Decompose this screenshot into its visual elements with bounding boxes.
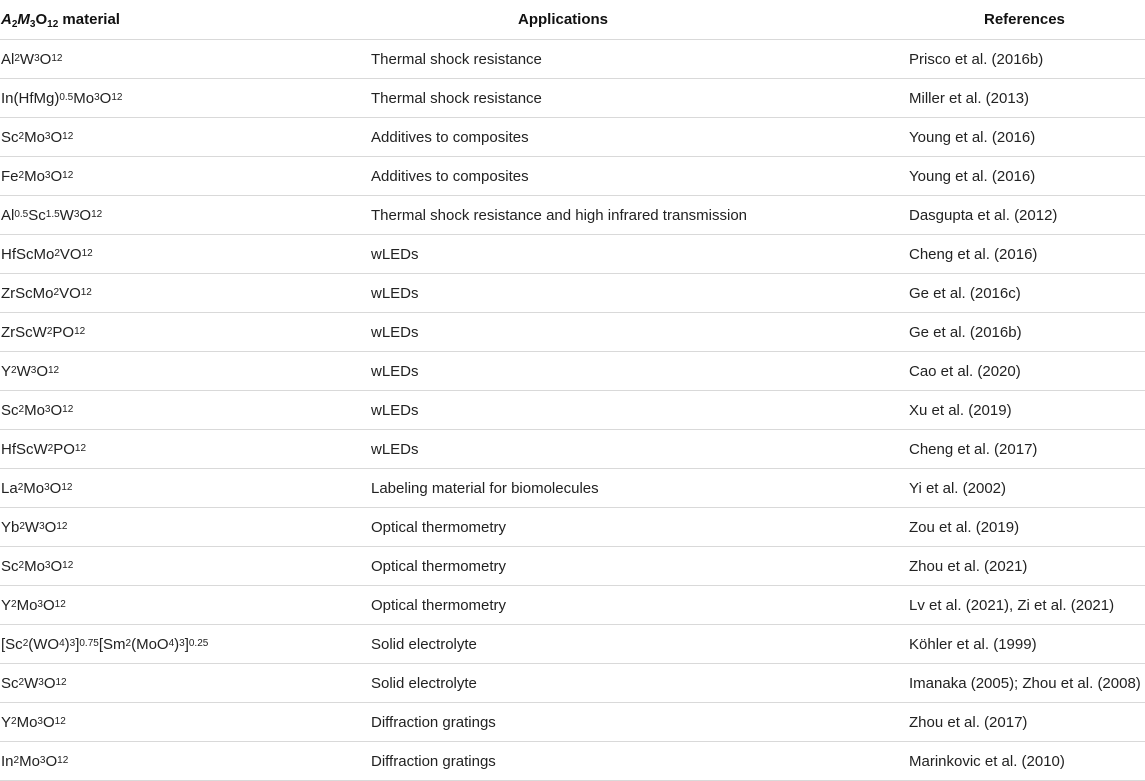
application-cell: wLEDs — [371, 401, 419, 419]
application-cell: wLEDs — [371, 284, 419, 302]
reference-cell: Ge et al. (2016b) — [909, 323, 1022, 341]
reference-cell: Xu et al. (2019) — [909, 401, 1012, 419]
material-cell: Al 0.5 Sc 1.5 W 3 O 12 — [1, 206, 103, 224]
reference-cell: Köhler et al. (1999) — [909, 635, 1037, 653]
reference-cell: Zou et al. (2019) — [909, 518, 1020, 536]
material-cell: ZrScMo 2 VO 12 — [1, 284, 92, 302]
table-row — [0, 313, 1145, 352]
table-row — [0, 157, 1145, 196]
reference-cell: Zhou et al. (2017) — [909, 713, 1028, 731]
application-cell: Additives to composites — [371, 128, 529, 146]
application-cell: Solid electrolyte — [371, 635, 477, 653]
table-row — [0, 391, 1145, 430]
table-row — [0, 469, 1145, 508]
table-row — [0, 118, 1145, 157]
reference-cell: Dasgupta et al. (2012) — [909, 206, 1058, 224]
application-cell: wLEDs — [371, 323, 419, 341]
reference-cell: Cheng et al. (2016) — [909, 245, 1038, 263]
table-header-row — [0, 0, 1145, 40]
material-cell: Yb 2 W 3 O 12 — [1, 518, 68, 536]
reference-cell: Lv et al. (2021), Zi et al. (2021) — [909, 596, 1115, 614]
table-row — [0, 235, 1145, 274]
application-cell: wLEDs — [371, 362, 419, 380]
application-cell: Diffraction gratings — [371, 713, 496, 731]
application-cell: wLEDs — [371, 245, 419, 263]
material-cell: Sc 2 Mo 3 O 12 — [1, 401, 74, 419]
table-row — [0, 742, 1145, 781]
material-cell: Sc 2 Mo 3 O 12 — [1, 557, 74, 575]
application-cell: Solid electrolyte — [371, 674, 477, 692]
application-cell: Optical thermometry — [371, 596, 507, 614]
reference-cell: Zhou et al. (2021) — [909, 557, 1028, 575]
material-cell: HfScW 2 PO 12 — [1, 440, 87, 458]
material-cell: Y 2 W 3 O 12 — [1, 362, 60, 380]
reference-cell: Imanaka (2005); Zhou et al. (2008) — [909, 674, 1141, 692]
table-row — [0, 703, 1145, 742]
reference-cell: Young et al. (2016) — [909, 128, 1036, 146]
header-applications: Applications — [518, 11, 609, 28]
table-body — [0, 40, 1145, 781]
application-cell: Thermal shock resistance — [371, 89, 542, 107]
header-references: References — [984, 11, 1065, 28]
reference-cell: Ge et al. (2016c) — [909, 284, 1021, 302]
material-cell: Sc 2 Mo 3 O 12 — [1, 128, 74, 146]
material-cell: La 2 Mo 3 O 12 — [1, 479, 73, 497]
table-row — [0, 274, 1145, 313]
table-row — [0, 664, 1145, 703]
application-cell: Additives to composites — [371, 167, 529, 185]
table-row — [0, 508, 1145, 547]
material-cell: Sc 2 W 3 O 12 — [1, 674, 67, 692]
reference-cell: Yi et al. (2002) — [909, 479, 1006, 497]
reference-cell: Young et al. (2016) — [909, 167, 1036, 185]
material-cell: Fe 2 Mo 3 O 12 — [1, 167, 74, 185]
material-cell: Al 2 W 3 O 12 — [1, 50, 63, 68]
table-row — [0, 79, 1145, 118]
material-cell: ZrScW 2 PO 12 — [1, 323, 86, 341]
reference-cell: Prisco et al. (2016b) — [909, 50, 1044, 68]
table-row — [0, 196, 1145, 235]
material-cell: Y 2 Mo 3 O 12 — [1, 713, 66, 731]
table-row — [0, 547, 1145, 586]
table-row — [0, 40, 1145, 79]
reference-cell: Marinkovic et al. (2010) — [909, 752, 1065, 770]
application-cell: Thermal shock resistance — [371, 50, 542, 68]
table-row — [0, 430, 1145, 469]
material-cell: [Sc 2 (WO 4 ) 3 ] 0.75 [Sm 2 (MoO 4 ) 3 ] 0.25 — [1, 635, 209, 653]
material-cell: HfScMo 2 VO 12 — [1, 245, 93, 263]
material-cell: Y 2 Mo 3 O 12 — [1, 596, 66, 614]
material-cell: In 2 Mo 3 O 12 — [1, 752, 69, 770]
reference-cell: Cheng et al. (2017) — [909, 440, 1038, 458]
application-cell: wLEDs — [371, 440, 419, 458]
reference-cell: Miller et al. (2013) — [909, 89, 1030, 107]
application-cell: Thermal shock resistance and high infrared transmission — [371, 206, 748, 224]
table-row — [0, 352, 1145, 391]
application-cell: Diffraction gratings — [371, 752, 496, 770]
application-cell: Labeling material for biomolecules — [371, 479, 599, 497]
reference-cell: Cao et al. (2020) — [909, 362, 1021, 380]
header-material: $A_2M_3O_{12}$ material — [1, 11, 120, 30]
table-row — [0, 625, 1145, 664]
application-cell: Optical thermometry — [371, 557, 507, 575]
table-row — [0, 586, 1145, 625]
application-cell: Optical thermometry — [371, 518, 507, 536]
material-cell: In(HfMg) 0.5 Mo 3 O 12 — [1, 89, 123, 107]
